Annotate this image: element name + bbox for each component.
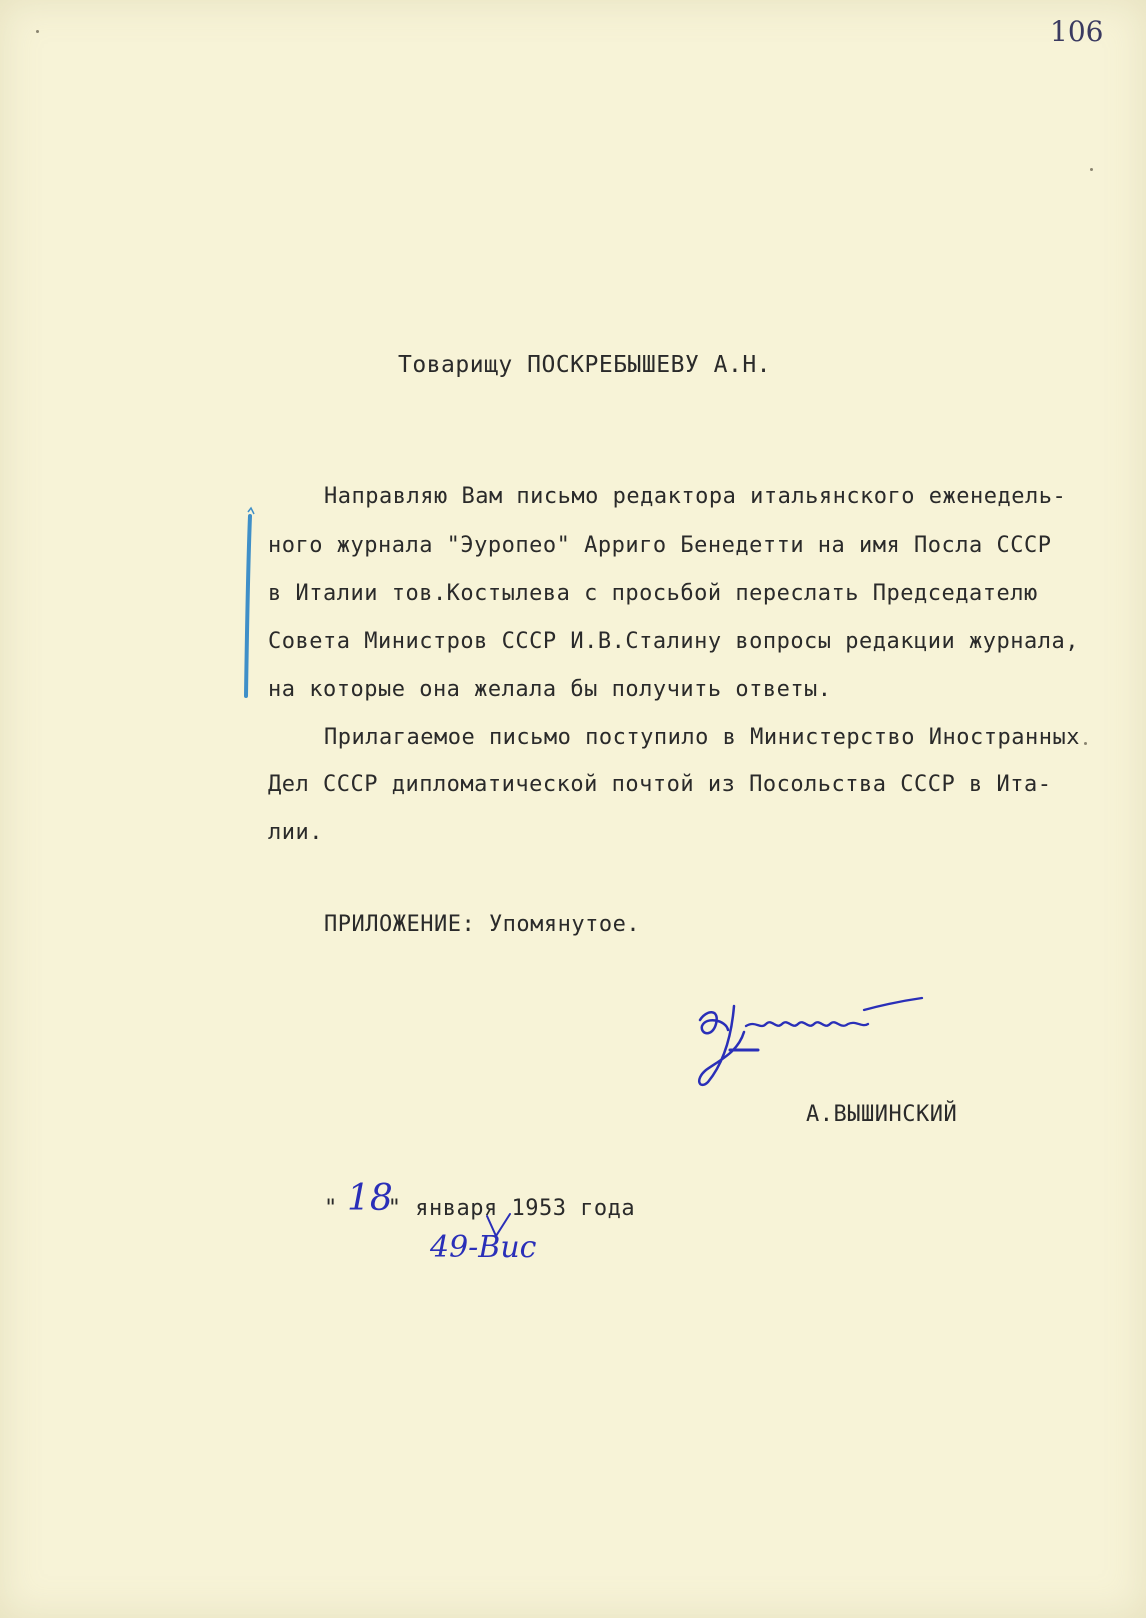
addressee-line: Товарищу ПОСКРЕБЫШЕВУ А.Н. (398, 352, 772, 378)
page-number: 106 (1050, 15, 1104, 48)
date-day-handwritten: 18 (347, 1178, 393, 1219)
body-line: в Италии тов.Костылева с просьбой переслать Председателю (268, 581, 1038, 606)
attachment-line: ПРИЛОЖЕНИЕ: Упомянутое. (324, 912, 641, 937)
body-line: Направляю Вам письмо редактора итальянского еженедель- (324, 484, 1067, 509)
body-line: Прилагаемое письмо поступило в Министерство Иностранных (324, 725, 1080, 750)
registration-number: 49-Вис (430, 1230, 537, 1265)
body-line: Дел СССР дипломатической почтой из Посольства СССР в Ита- (268, 772, 1052, 797)
margin-mark-icon (242, 506, 268, 706)
body-line: Совета Министров СССР И.В.Сталину вопросы редакции журнала, (268, 629, 1079, 654)
date-open-quote: " (324, 1196, 338, 1221)
body-line: лии. (268, 820, 323, 845)
paper-speck (1090, 168, 1093, 171)
paper-speck (36, 30, 39, 33)
signer-name: А.ВЫШИНСКИЙ (806, 1102, 958, 1127)
signature-image (686, 990, 956, 1090)
body-line: ного журнала "Эуропео" Арриго Бенедетти на имя Посла СССР (268, 533, 1052, 558)
date-rest: " января 1953 года (387, 1196, 636, 1221)
paper-speck (1084, 742, 1087, 745)
body-line: на которые она желала бы получить ответы. (268, 677, 832, 702)
